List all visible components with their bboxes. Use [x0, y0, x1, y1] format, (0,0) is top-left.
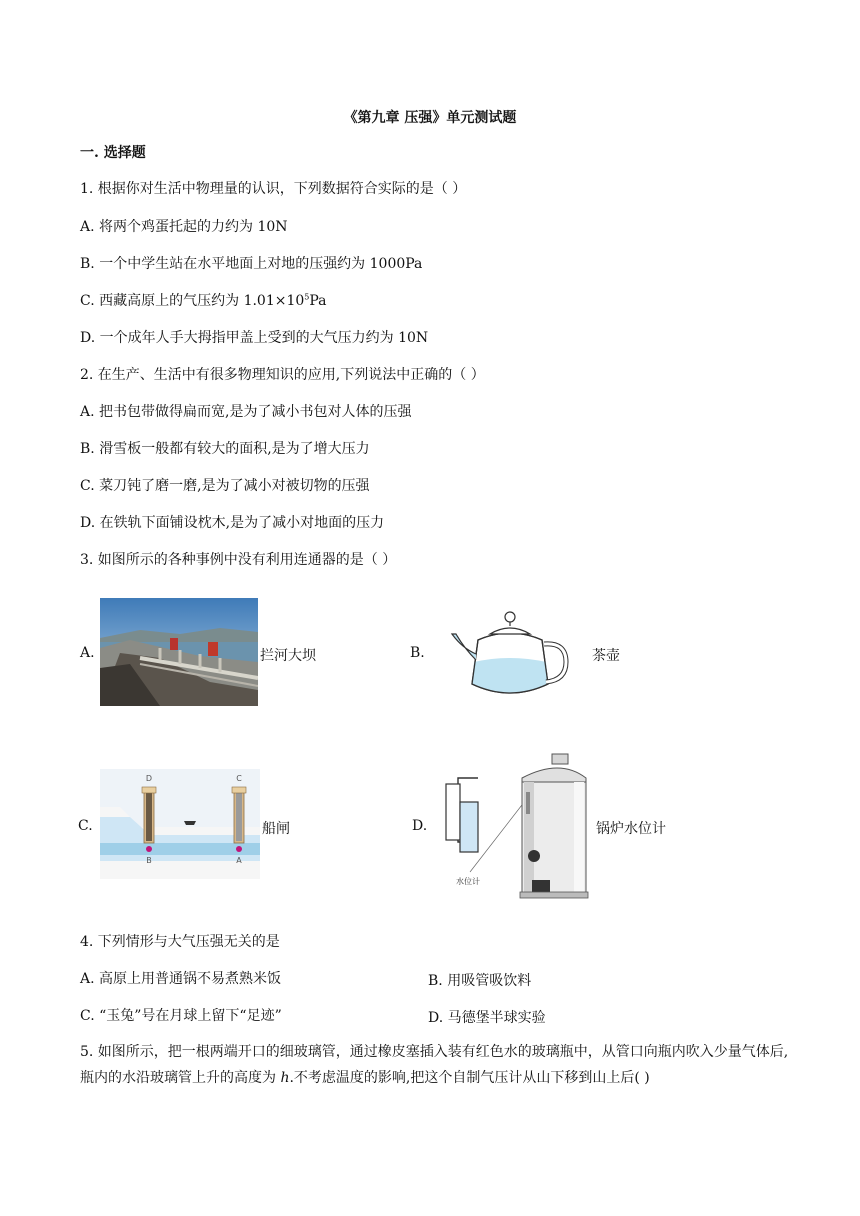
option-b-caption: 茶壶: [592, 648, 620, 664]
option-b-letter: B.: [410, 645, 425, 661]
ship-lock-diagram: [100, 769, 260, 879]
exponent: 5: [304, 292, 310, 302]
lock-label-c: C: [236, 774, 242, 783]
question-2-option-b: B. 滑雪板一般都有较大的面积,是为了增大压力: [80, 441, 370, 457]
option-a-caption: 拦河大坝: [260, 648, 316, 664]
question-4-stem: 4. 下列情形与大气压强无关的是: [80, 934, 280, 950]
question-5-text: 5. 如图所示，把一根两端开口的细玻璃管，通过橡皮塞插入装有红色水的玻璃瓶中，从管口向瓶内吹入少量气体后,瓶内的水沿玻璃管上升的高度为: [80, 1044, 789, 1086]
lock-label-a: A: [236, 856, 242, 865]
option-c-letter: C.: [78, 818, 93, 834]
lock-label-b: B: [146, 856, 152, 865]
option-c-caption: 船闸: [262, 821, 290, 837]
boiler-gauge-diagram: [442, 752, 590, 902]
question-1-option-a: A. 将两个鸡蛋托起的力约为 10N: [80, 219, 288, 235]
section-heading: 一. 选择题: [80, 145, 146, 161]
dam-photo: [100, 598, 258, 706]
question-4-option-c: C. “玉兔”号在月球上留下“足迹”: [80, 1008, 282, 1024]
page-title: 《第九章 压强》单元测试题: [343, 110, 517, 126]
option-c-unit: Pa: [309, 293, 327, 309]
question-4-option-b: B. 用吸管吸饮料: [428, 973, 532, 989]
option-a-letter: A.: [80, 645, 95, 661]
gauge-label: 水位计: [456, 877, 480, 886]
teapot-image: [448, 604, 572, 704]
question-2-option-a: A. 把书包带做得扁而宽,是为了减小书包对人体的压强: [80, 404, 412, 420]
question-3-stem: 3. 如图所示的各种事例中没有利用连通器的是（ ）: [80, 552, 397, 568]
question-2-option-c: C. 菜刀钝了磨一磨,是为了减小对被切物的压强: [80, 478, 370, 494]
option-c-text: C. 西藏高原上的气压约为 1.01×10: [80, 293, 305, 309]
question-1-option-c: [80, 292, 327, 310]
question-1-option-b: B. 一个中学生站在水平地面上对地的压强约为 1000Pa: [80, 256, 423, 272]
question-1-option-d: D. 一个成年人手大拇指甲盖上受到的大气压力约为 10N: [80, 330, 429, 346]
option-d-letter: D.: [412, 818, 428, 834]
question-5-stem: [80, 1039, 790, 1091]
question-2-option-d: D. 在铁轨下面铺设枕木,是为了减小对地面的压力: [80, 515, 385, 531]
option-d-caption: 锅炉水位计: [596, 821, 666, 837]
question-1-stem: 1. 根据你对生活中物理量的认识，下列数据符合实际的是（ ）: [80, 181, 467, 197]
question-2-stem: 2. 在生产、生活中有很多物理知识的应用,下列说法中正确的（ ）: [80, 367, 485, 383]
question-4-option-d: D. 马德堡半球实验: [428, 1010, 546, 1026]
question-5-text-end: .不考虑温度的影响,把这个自制气压计从山下移到山上后( ): [289, 1070, 650, 1086]
height-variable: h: [280, 1070, 290, 1086]
lock-label-d: D: [145, 774, 153, 783]
question-4-option-a: A. 高原上用普通锅不易煮熟米饭: [80, 971, 282, 987]
